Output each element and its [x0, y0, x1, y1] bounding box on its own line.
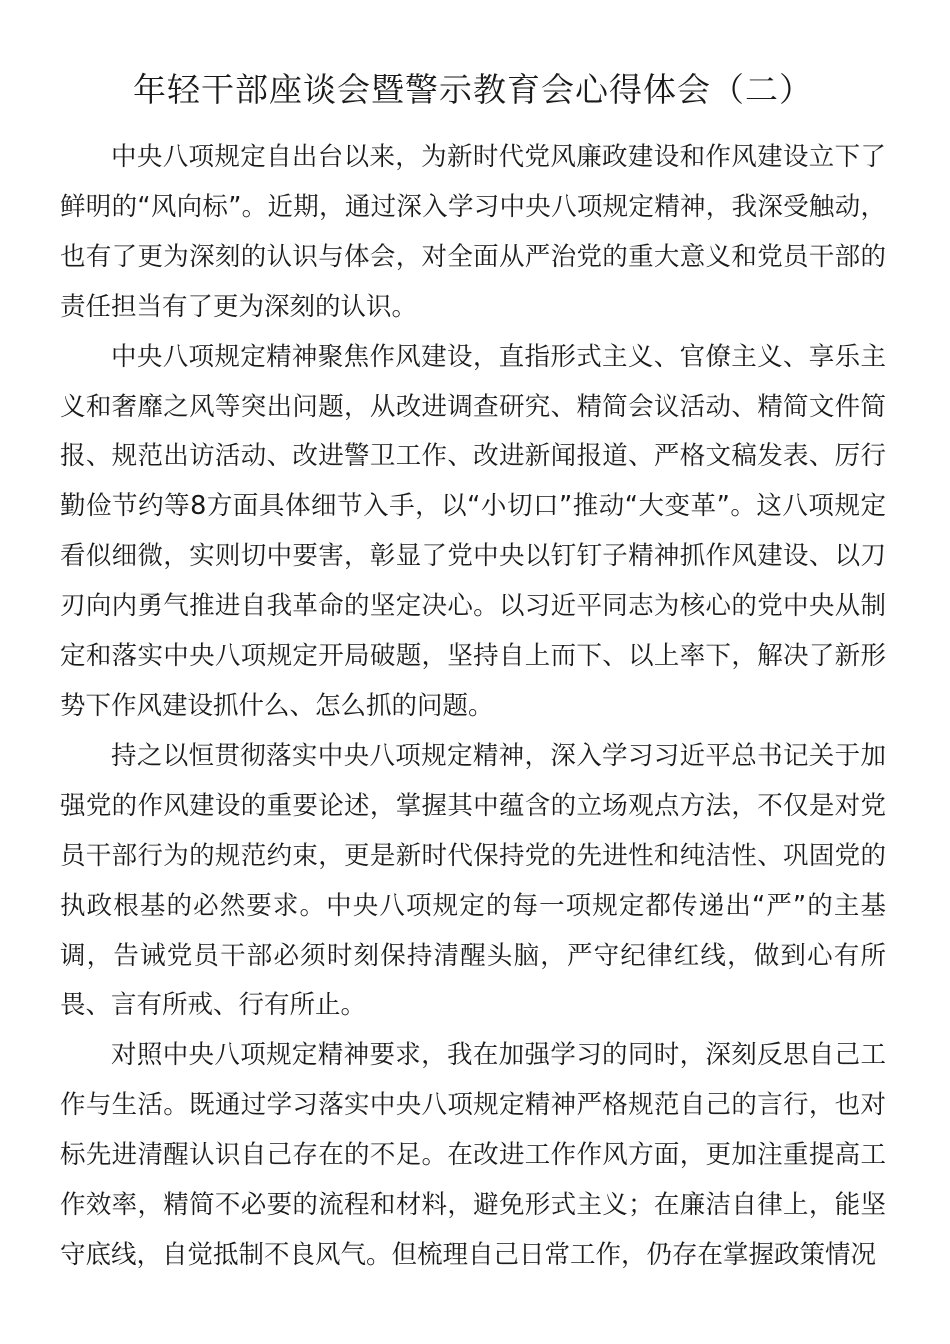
paragraph-3: 持之以恒贯彻落实中央八项规定精神，深入学习习近平总书记关于加强党的作风建设的重要论述，掌握其中蕴含的立场观点方法，不仅是对党员干部行为的规范约束，更是新时代保持党的先进性和纯洁性、巩固党的执政根基的必然要求。中央八项规定的每一项规定都传递出“严”的主基调，告诫党员干部必须时刻保持清醒头脑，严守纪律红线，做到心有所畏、言有所戒、行有所止。: [60, 740, 886, 1021]
paragraph-1: 中央八项规定自出台以来，为新时代党风廉政建设和作风建设立下了鲜明的“风向标”。近期，通过深入学习中央八项规定精神，我深受触动，也有了更为深刻的认识与体会，对全面从严治党的重大意义和党员干部的责任担当有了更为深刻的认识。: [60, 142, 886, 322]
paragraph-4: 对照中央八项规定精神要求，我在加强学习的同时，深刻反思自己工作与生活。既通过学习落实中央八项规定精神严格规范自己的言行，也对标先进清醒认识自己存在的不足。在改进工作作风方面，更加注重提高工作效率，精简不必要的流程和材料，避免形式主义；在廉洁自律上，能坚守底线，自觉抵制不良风气。但梳理自己日常工作，仍存在掌握政策情况: [60, 1040, 886, 1270]
paragraph-2: 中央八项规定精神聚焦作风建设，直指形式主义、官僚主义、享乐主义和奢靡之风等突出问题，从改进调查研究、精简会议活动、精简文件简报、规范出访活动、改进警卫工作、改进新闻报道、严格文稿发表、厉行勤俭节约等8方面具体细节入手，以“小切口”推动“大变革”。这八项规定看似细微，实则切中要害，彰显了党中央以钉钉子精神抓作风建设、以刀刃向内勇气推进自我革命的坚定决心。以习近平同志为核心的党中央从制定和落实中央八项规定开局破题，坚持自上而下、以上率下，解决了新形势下作风建设抓什么、怎么抓的问题。: [60, 341, 886, 721]
document-title: 年轻干部座谈会暨警示教育会心得体会（二）: [133, 70, 813, 109]
